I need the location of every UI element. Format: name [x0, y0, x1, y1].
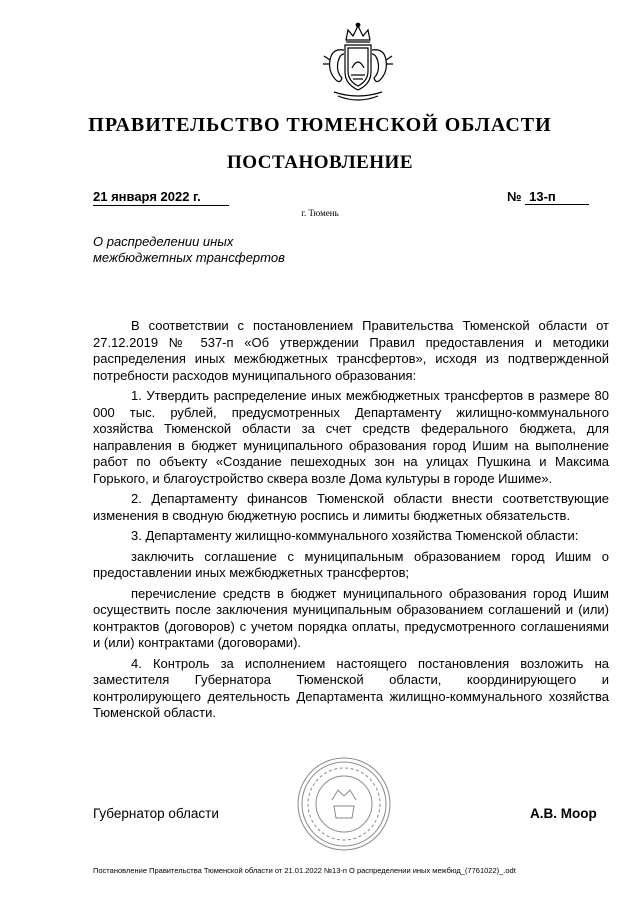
- city-label: г. Тюмень: [301, 208, 339, 218]
- document-number: [507, 189, 589, 205]
- government-title: ПРАВИТЕЛЬСТВО ТЮМЕНСКОЙ ОБЛАСТИ: [88, 114, 552, 136]
- document-date: 21 января 2022 г.: [93, 189, 229, 206]
- paragraph-item-3: 3. Департаменту жилищно-коммунального хозяйства Тюменской области:: [131, 528, 579, 543]
- number-label: №: [507, 189, 522, 204]
- paragraph-item-1: 1. Утвердить распределение иных межбюджетных трансфертов в размере 80 000 тыс. рублей, предусмотренных Департаменту жилищно-коммунального хозяйства Тюменской области за счет средств федерального бюджета, для направления в бюджет муниципального образования город Ишим на выполнение работ по объекту «Создание пешеходных зон на улицах Пушкина и Максима Горького, и благоустройство сквера возле Дома культуры в городе Ишиме».: [93, 388, 609, 486]
- paragraph-item-4: 4. Контроль за исполнением настоящего постановления возложить на заместителя Губернатора Тюменской области, координирующего и контролирующего деятельность Департамента жилищно-коммунального хозяйства Тюменской области.: [93, 655, 609, 720]
- document-type: ПОСТАНОВЛЕНИЕ: [226, 152, 414, 173]
- official-seal-icon: [296, 756, 392, 852]
- subject-line: О распределении иных: [93, 234, 234, 249]
- coat-of-arms-icon: [318, 20, 398, 104]
- paragraph-item-3a: заключить соглашение с муниципальным образованием город Ишим о предоставлении иных межбюджетных трансфертов;: [93, 548, 609, 580]
- signatory-name: А.В. Моор: [530, 806, 597, 821]
- paragraph-preamble: В соответствии с постановлением Правительства Тюменской области от 27.12.2019 № 537-п «Об утверждении Правил предоставления и методики распределения иных межбюджетных трансфертов», исходя из подтвержденной потребности расходов муниципального образования:: [93, 318, 609, 383]
- paragraph-item-3b: перечисление средств в бюджет муниципального образования город Ишим осуществить после заключения муниципальным образованием соглашений и (или) контрактов (договоров) с учетом порядка оплаты, предусмотренного соглашениями и (или) контрактами (договорами).: [93, 585, 609, 650]
- document-subject: [93, 234, 333, 266]
- document-body: [93, 318, 609, 726]
- number-value: 13-п: [525, 189, 589, 205]
- paragraph-item-2: 2. Департаменту финансов Тюменской области внести соответствующие изменения в сводную бюджетную роспись и лимиты бюджетных обязательств.: [93, 491, 609, 523]
- subject-line: межбюджетных трансфертов: [93, 250, 285, 265]
- signatory-title: Губернатор области: [93, 806, 219, 821]
- file-footer: Постановление Правительства Тюменской области от 21.01.2022 №13-п О распределении иных межбюд_(7761022)_.odt: [93, 866, 516, 875]
